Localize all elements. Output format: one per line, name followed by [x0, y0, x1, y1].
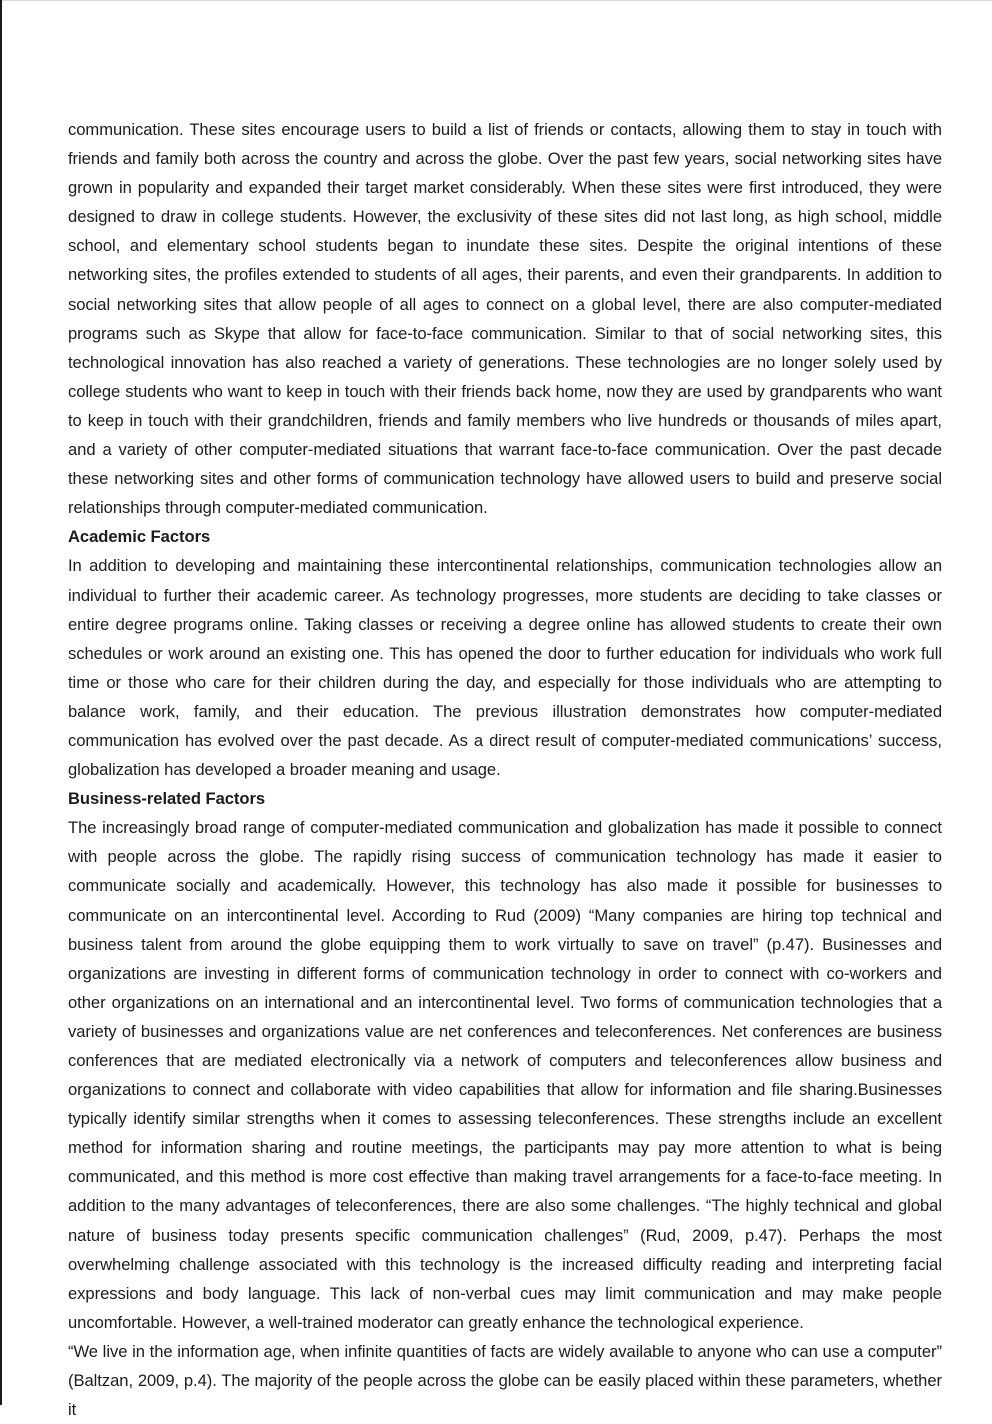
paragraph-social-networking: communication. These sites encourage users to build a list of friends or contacts, allowing them to stay in touch with friends and family both across the country and across the globe. Over the past few years, social networking sites have grown in popularity and expanded their target market considerably. When these sites were first introduced, they were designed to draw in college students. However, the exclusivity of these sites did not last long, as high school, middle school, and elementary school students began to inundate these sites. Despite the original intentions of these networking sites, the profiles extended to students of all ages, their parents, and even their grandparents. In addition to social networking sites that allow people of all ages to connect on a global level, there are also computer-mediated programs such as Skype that allow for face-to-face communication. Similar to that of social networking sites, this technological innovation has also reached a variety of generations. These technologies are no longer solely used by college students who want to keep in touch with their friends back home, now they are used by grandparents who want to keep in touch with their grandchildren, friends and family members who live hundreds or thousands of miles apart, and a variety of other computer-mediated situations that warrant face-to-face communication. Over the past decade these networking sites and other forms of communication technology have allowed users to build and preserve social relationships through computer-mediated communication. [68, 120, 942, 518]
document-page [68, 115, 942, 1424]
paragraph-academic-factors: In addition to developing and maintaining these intercontinental relationships, communication technologies allow an individual to further their academic career. As technology progresses, more students are deciding to take classes or entire degree programs online. Taking classes or receiving a degree online has allowed students to create their own schedules or work around an existing one. This has opened the door to further education for individuals who work full time or those who care for their children during the day, and especially for those individuals who are attempting to balance work, family, and their education. The previous illustration demonstrates how computer-mediated communication has evolved over the past decade. As a direct result of computer-mediated communications’ success, globalization has developed a broader meaning and usage. [68, 556, 942, 780]
page-top-edge [0, 0, 992, 1]
paragraph-information-age: “We live in the information age, when infinite quantities of facts are widely available to anyone who can use a computer” (Baltzan, 2009, p.4). The majority of the people across the globe can be easily placed within these parameters, whether it [68, 1341, 942, 1420]
heading-business-related-factors: Business-related Factors [68, 789, 266, 809]
page-left-edge [0, 0, 2, 1405]
paragraph-business-related-factors: The increasingly broad range of computer-mediated communication and globalization has made it possible to connect with people across the globe. The rapidly rising success of communication technology has made it easier to communicate socially and academically. However, this technology has also made it possible for businesses to communicate on an intercontinental level. According to Rud (2009) “Many companies are hiring top technical and business talent from around the globe equipping them to work virtually to save on travel” (p.47). Businesses and organizations are investing in different forms of communication technology in order to connect with co-workers and other organizations on an international and an intercontinental level. Two forms of communication technologies that a variety of businesses and organizations value are net conferences and teleconferences. Net conferences are business conferences that are mediated electronically via a network of computers and teleconferences allow business and organizations to connect and collaborate with video capabilities that allow for information and file sharing.Businesses typically identify similar strengths when it comes to assessing teleconferences. These strengths include an excellent method for information sharing and routine meetings, the participants may pay more attention to what is being communicated, and this method is more cost effective than making travel arrangements for a face-to-face meeting. In addition to the many advantages of teleconferences, there are also some challenges. “The highly technical and global nature of business today presents specific communication challenges” (Rud, 2009, p.47). Perhaps the most overwhelming challenge associated with this technology is the increased difficulty reading and interpreting facial expressions and body language. This lack of non-verbal cues may limit communication and may make people uncomfortable. However, a well-trained moderator can greatly enhance the technological experience. [68, 818, 942, 1332]
heading-academic-factors: Academic Factors [68, 527, 211, 547]
